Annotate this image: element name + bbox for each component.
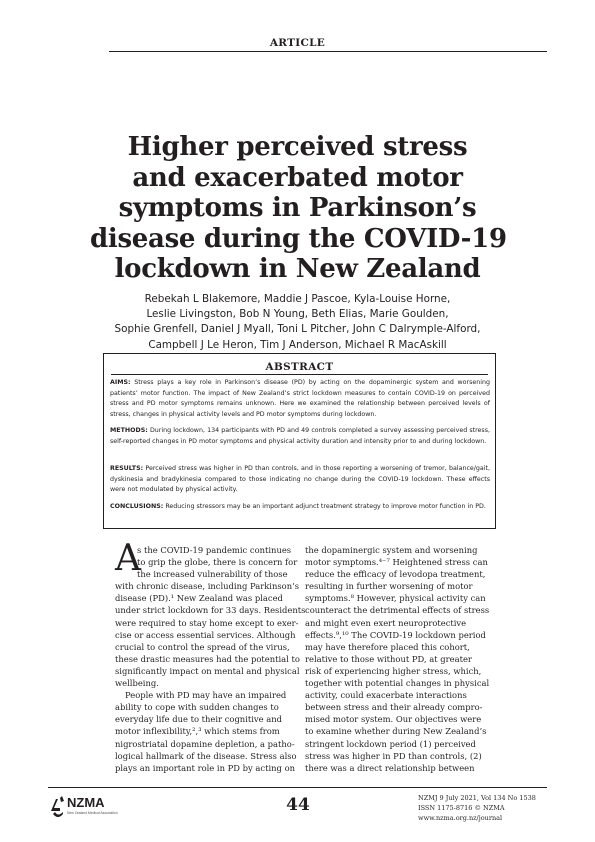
- title-line: symptoms in Parkinson’s: [118, 193, 477, 223]
- body-line: these drastic measures had the potential to: [115, 653, 300, 664]
- body-line: symptoms.⁸ However, physical activity can: [305, 593, 486, 604]
- abstract-aims-text: Stress plays a key role in Parkinson’s disease (PD) by acting on the dopaminergic system and worsening patients’ motor function. The impact of New Zealand’s strict lockdown measures to contain COVID-19 on perceived stress and PD motor symptoms remains unknown. Here we examined the relationship between perceived levels of stress, changes in physical activity levels and PD motor symptoms during lockdown.: [110, 379, 490, 418]
- logo-mark-icon: [51, 796, 64, 817]
- abstract-methods: [110, 426, 490, 447]
- body-line: resulting in further worsening of motor: [305, 581, 473, 592]
- body-line: and might even exert neuroprotective: [305, 617, 467, 628]
- abstract-aims-label: AIMS:: [110, 379, 131, 386]
- abstract-results-label: RESULTS:: [110, 465, 144, 472]
- body-column-right: [305, 544, 490, 774]
- body-line: together with potential changes in physical: [305, 678, 490, 689]
- body-line: there was a direct relationship between: [305, 762, 475, 773]
- abstract-conclusions-label: CONCLUSIONS:: [110, 503, 164, 510]
- author-list: [90, 292, 505, 353]
- body-line: ability to cope with sudden changes to: [115, 702, 279, 713]
- abstract-results-text: Perceived stress was higher in PD than controls, and in those reporting a worsening of tremor, balance/gait, dyskinesia and bradykinesia compared to those indicating no change during the COVID-19 lockdown. These effects were not modulated by physical activity.: [110, 465, 490, 494]
- body-line: mised motor system. Our objectives were: [305, 714, 482, 725]
- abstract-methods-label: METHODS:: [110, 427, 148, 434]
- body-line: between stress and their already compro-: [305, 702, 483, 713]
- body-line: risk of experiencing higher stress, which,: [305, 665, 482, 676]
- body-line: the dopaminergic system and worsening: [305, 545, 478, 555]
- body-line: disease (PD).¹ New Zealand was placed: [115, 593, 283, 604]
- title-line: Higher perceived stress: [127, 132, 468, 162]
- body-line: the increased vulnerability of those: [137, 569, 288, 580]
- body-line: to grip the globe, there is concern for: [137, 557, 298, 568]
- body-line: effects.⁹,¹⁰ The COVID-19 lockdown period: [305, 629, 486, 640]
- body-line: motor symptoms.⁴⁻⁷ Heightened stress can: [305, 557, 488, 568]
- logo-subtext: New Zealand Medical Association: [67, 811, 118, 815]
- drop-cap: A: [115, 538, 141, 579]
- body-line: activity, could exacerbate interactions: [305, 690, 467, 701]
- body-line: crucial to control the spread of the virus,: [115, 641, 290, 652]
- body-line: under strict lockdown for 33 days. Residents: [115, 605, 306, 616]
- page-number: 44: [286, 795, 310, 815]
- abstract-conclusions-text: Reducing stressors may be an important adjunct treatment strategy to improve motor function in PD.: [165, 503, 486, 510]
- journal-url[interactable]: www.nzma.org.nz/journal: [418, 814, 503, 822]
- body-line: to examine whether during New Zealand’s: [305, 726, 487, 737]
- abstract-conclusions: [110, 502, 490, 513]
- body-line: counteract the detrimental effects of stress: [305, 605, 490, 616]
- abstract-box: [103, 353, 496, 529]
- section-label: ARTICLE: [269, 37, 326, 49]
- author-line: Sophie Grenfell, Daniel J Myall, Toni L Pitcher, John C Dalrymple-Alford,: [114, 323, 481, 336]
- abstract-divider: [111, 374, 488, 375]
- logo-text: NZMA: [67, 795, 105, 810]
- body-line: stringent lockdown period (1) perceived: [305, 738, 476, 749]
- body-line: logical hallmark of the disease. Stress also: [115, 750, 297, 761]
- author-line: Leslie Livingston, Bob N Young, Beth Elias, Marie Goulden,: [146, 308, 449, 321]
- abstract-methods-text: During lockdown, 134 participants with PD and 49 controls completed a survey assessing perceived stress, self-reported changes in PD motor symptoms and physical activity duration and intensity prior to and during lockdown.: [110, 427, 490, 445]
- abstract-aims: [110, 378, 490, 420]
- article-title: [90, 132, 505, 285]
- title-line: and exacerbated motor: [132, 162, 463, 193]
- body-line: plays an important role in PD by acting on: [115, 762, 296, 773]
- footer-rule: [48, 787, 547, 788]
- title-line: lockdown in New Zealand: [114, 254, 481, 284]
- body-line: were required to stay home except to exer-: [115, 617, 299, 628]
- abstract-heading: ABSTRACT: [265, 361, 334, 373]
- header-rule: [109, 51, 547, 52]
- body-line: may have therefore placed this cohort,: [305, 641, 470, 652]
- body-line: relative to those without PD, at greater: [305, 653, 472, 664]
- body-line: stress was higher in PD than controls, (2): [305, 750, 482, 761]
- body-line: motor inflexibility,²,³ which stems from: [115, 726, 280, 737]
- journal-info: [418, 793, 536, 823]
- body-line: s the COVID-19 pandemic continues: [137, 545, 292, 555]
- body-line: reduce the efficacy of levodopa treatment,: [305, 569, 486, 580]
- body-line: nigrostriatal dopamine depletion, a patho-: [115, 738, 295, 749]
- author-line: Rebekah L Blakemore, Maddie J Pascoe, Kyla-Louise Horne,: [144, 293, 451, 305]
- abstract-results: [110, 464, 490, 496]
- body-line: wellbeing.: [115, 678, 159, 689]
- journal-issn: ISSN 1175-8716 © NZMA: [418, 804, 505, 812]
- journal-issue: NZMJ 9 July 2021, Vol 134 No 1538: [418, 794, 536, 802]
- author-line: Campbell J Le Heron, Tim J Anderson, Michael R MacAskill: [148, 338, 447, 351]
- body-line: cise or access essential services. Although: [115, 629, 296, 640]
- body-line: People with PD may have an impaired: [125, 690, 287, 701]
- body-line: with chronic disease, including Parkinson’s: [115, 581, 300, 592]
- nzma-logo: [48, 793, 148, 823]
- body-line: significantly impact on mental and physical: [115, 665, 300, 676]
- body-column-left: [115, 544, 306, 774]
- title-line: disease during the COVID-19: [90, 223, 507, 254]
- body-line: everyday life due to their cognitive and: [115, 714, 283, 725]
